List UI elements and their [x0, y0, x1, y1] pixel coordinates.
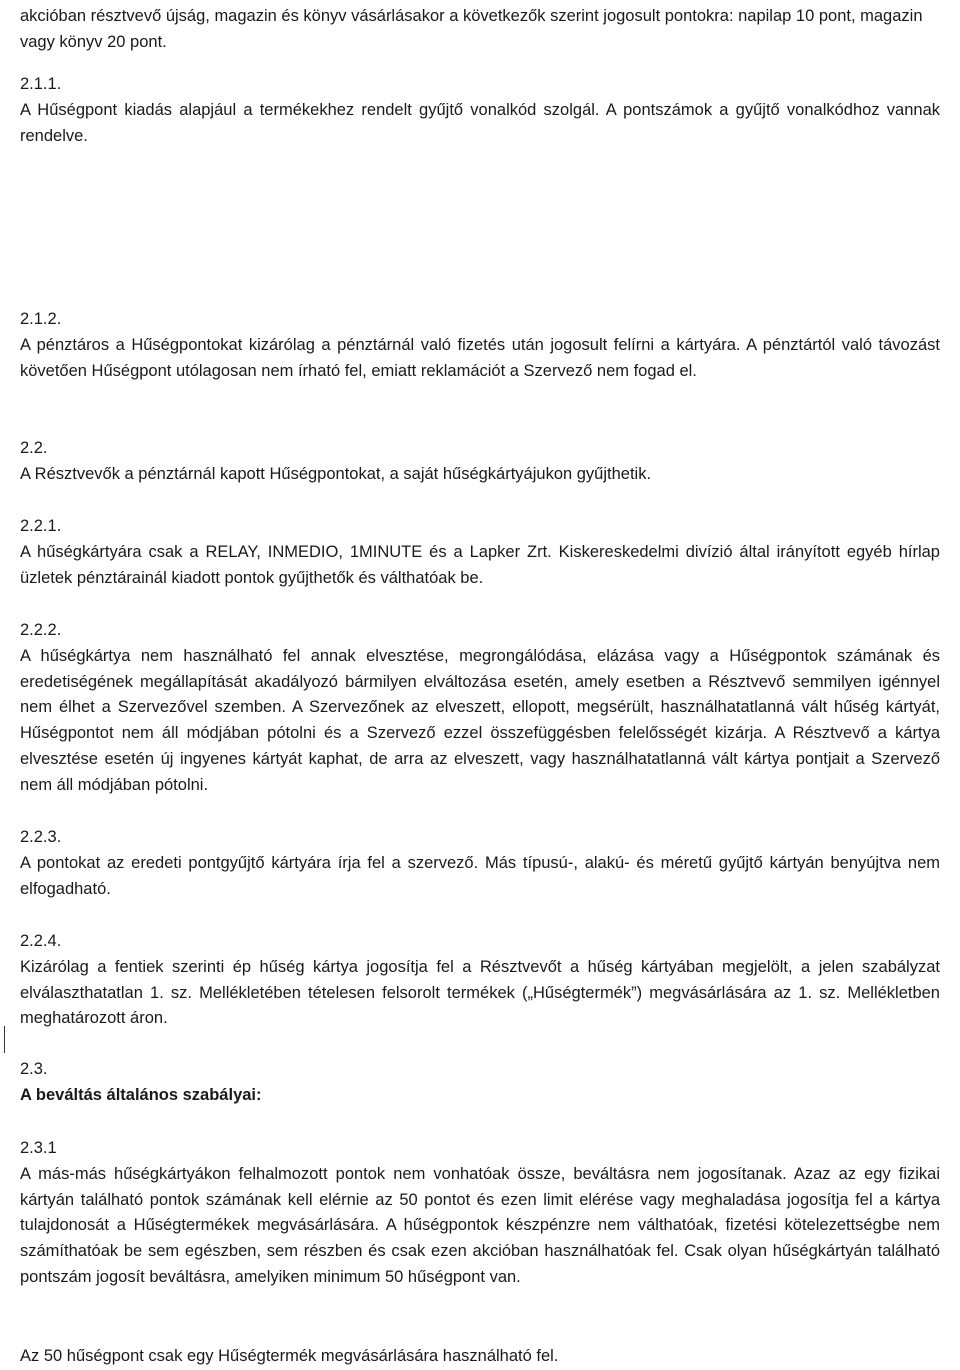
intro-block: [20, 4, 940, 56]
section-2-2: [20, 436, 940, 488]
section-2-2-3: [20, 825, 940, 902]
section-paragraph: A pontokat az eredeti pontgyűjtő kártyára írja fel a szervező. Más típusú-, alakú- és méretű gyűjtő kártyán benyújtva nem elfogadható.: [20, 853, 940, 898]
section-2-3-1: [20, 1136, 940, 1291]
section-number: 2.2.: [20, 439, 48, 457]
section-heading: A beváltás általános szabályai:: [20, 1085, 262, 1104]
section-number: 2.2.4.: [20, 932, 62, 950]
section-2-2-2: [20, 618, 940, 799]
section-paragraph: A hűségkártyára csak a RELAY, INMEDIO, 1MINUTE és a Lapker Zrt. Kiskereskedelmi divízió által irányított egyéb hírlap üzletek pénztárainál kiadott pontok gyűjthetők és válthatóak be.: [20, 542, 940, 587]
section-paragraph: A Hűségpont kiadás alapjául a termékekhez rendelt gyűjtő vonalkód szolgál. A pontszámok a gyűjtő vonalkódhoz vannak rendelve.: [20, 100, 940, 145]
section-paragraph: A pénztáros a Hűségpontokat kizárólag a pénztárnál való fizetés után jogosult felírni a kártyára. A pénztártól való távozást követően Hűségpont utólagosan nem írható fel, emiatt reklamációt a Szervező nem fogad el.: [20, 335, 940, 380]
section-2-2-1: [20, 514, 940, 591]
section-number: 2.1.1.: [20, 75, 62, 93]
section-number: 2.3.: [20, 1060, 48, 1078]
section-paragraph: A hűségkártya nem használható fel annak elvesztése, megrongálódása, elázása vagy a Hűségpontok számának és eredetiségének megállapítását akadályozó bármilyen elváltozása esetén, amely esetben a Résztvevő semmilyen igénnyel nem élhet a Szervezővel szemben. A Szervezőnek az elveszett, ellopott, megsérült, használhatatlanná vált hűség kártyát, Hűségpontot nem áll módjában pótolni és a Szervező ezzel összefüggésben felelősségét kizárja. A Résztvevő a kártya elvesztése esetén új ingyenes kártyát kaphat, de arra az elveszett, vagy használhatatlanná vált kártya pontjait a Szervező nem áll módjában pótolni.: [20, 646, 940, 794]
section-number: 2.1.2.: [20, 310, 62, 328]
section-number: 2.2.3.: [20, 828, 62, 846]
section-2-1-1: [20, 72, 940, 149]
revision-change-bar: [4, 1026, 5, 1053]
closing-block: [20, 1344, 940, 1370]
section-paragraph: A Résztvevők a pénztárnál kapott Hűségpontokat, a saját hűségkártyájukon gyűjthetik.: [20, 464, 652, 483]
section-number: 2.2.2.: [20, 621, 62, 639]
section-number: 2.2.1.: [20, 517, 62, 535]
section-2-1-2: [20, 307, 940, 384]
section-paragraph: Kizárólag a fentiek szerinti ép hűség kártya jogosítja fel a Résztvevőt a hűség kártyában megjelölt, a jelen szabályzat elválaszthatatlan 1. sz. Mellékletében tételesen felsorolt termékek („Hűségtermék”) megvásárlására az 1. sz. Mellékletben meghatározott áron.: [20, 957, 940, 1028]
section-number: 2.3.1: [20, 1139, 57, 1157]
section-2-2-4: [20, 929, 940, 1032]
section-paragraph: A más-más hűségkártyákon felhalmozott pontok nem vonhatóak össze, beváltásra nem jogosítanak. Azaz az egy fizikai kártyán található pontok számának kell elérnie az 50 pontot és ezen limit elérése vagy meghaladása jogosítja fel a kártya tulajdonosát a Hűségtermékek megvásárlására. A hűségpontok készpénzre nem válthatóak, fizetési kötelezettségbe nem számíthatóak be sem egészben, sem részben és csak ezen akcióban használhatóak fel. Csak olyan hűségkártyán található pontszám jogosít beváltásra, amelyiken minimum 50 hűségpont van.: [20, 1164, 940, 1286]
intro-paragraph: akcióban résztvevő újság, magazin és könyv vásárlásakor a következők szerint jogosult pontokra: napilap 10 pont, magazin vagy könyv 20 pont.: [20, 7, 923, 51]
section-2-3: [20, 1057, 940, 1109]
closing-paragraph: Az 50 hűségpont csak egy Hűségtermék megvásárlására használható fel.: [20, 1347, 559, 1365]
